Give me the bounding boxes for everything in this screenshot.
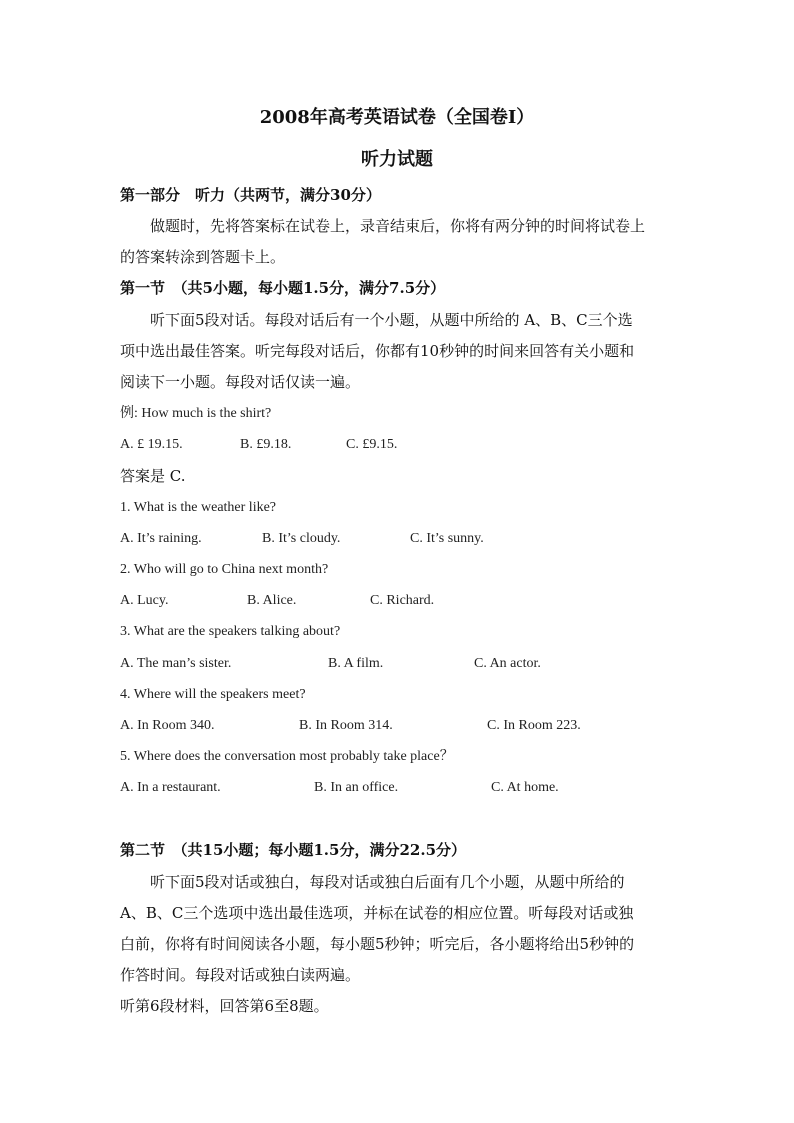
question-4-option-a: A. In Room 340. [120, 718, 215, 733]
question-4-option-c: C. In Room 223. [487, 718, 581, 733]
question-1-option-c: C. It’s sunny. [410, 531, 484, 546]
question-5-option-b: B. In an office. [314, 780, 399, 795]
section1-heading: 第一节 （共5小题，每小题1.5分，满分7.5分） [120, 279, 446, 297]
example-option-a: A. £ 19.15. [120, 437, 183, 452]
part1-instructions-line1: 做题时，先将答案标在试卷上，录音结束后，你将有两分钟的时间将试卷上 [150, 217, 646, 235]
part1-instructions-line2: 的答案转涂到答题卡上。 [120, 248, 286, 266]
question-1-option-b: B. It’s cloudy. [262, 531, 341, 546]
question-1-option-a: A. It’s raining. [120, 531, 202, 546]
question-3: 3. What are the speakers talking about? [120, 624, 341, 639]
section1-instructions-line3: 阅读下一小题。每段对话仅读一遍。 [120, 373, 361, 391]
question-2-option-b: B. Alice. [247, 593, 297, 608]
question-5-option-c: C. At home. [491, 780, 559, 795]
question-4-option-b: B. In Room 314. [299, 718, 393, 733]
question-3-option-b: B. A film. [328, 656, 384, 671]
question-3-option-c: C. An actor. [474, 656, 541, 671]
section2-instructions-line1: 听下面5段对话或独白，每段对话或独白后面有几个小题，从题中所给的 [150, 873, 625, 891]
example-option-b: B. £9.18. [240, 437, 292, 452]
question-4: 4. Where will the speakers meet? [120, 687, 306, 702]
question-1: 1. What is the weather like? [120, 500, 277, 515]
exam-title: 2008年高考英语试卷（全国卷I） [259, 107, 535, 128]
section2-heading: 第二节 （共15小题；每小题1.5分，满分22.5分） [120, 841, 467, 859]
question-5-option-a: A. In a restaurant. [120, 780, 221, 795]
section2-instructions-line3: 白前，你将有时间阅读各小题，每小题5秒钟；听完后，各小题将给出5秒钟的 [120, 935, 635, 953]
part1-heading: 第一部分 听力（共两节，满分30分） [120, 186, 381, 204]
section1-instructions-line2: 项中选出最佳答案。听完每段对话后，你都有10秒钟的时间来回答有关小题和 [120, 342, 635, 360]
question-2-option-a: A. Lucy. [120, 593, 169, 608]
question-3-option-a: A. The man’s sister. [120, 656, 232, 671]
section1-instructions-line1: 听下面5段对话。每段对话后有一个小题，从题中所给的 A、B、C三个选 [150, 311, 633, 329]
section2-instructions-line4: 作答时间。每段对话或独白读两遍。 [120, 966, 361, 984]
example-answer: 答案是 C. [120, 467, 186, 485]
example-option-c: C. £9.15. [346, 437, 398, 452]
example-question: 例: How much is the shirt? [120, 406, 272, 421]
passage-6-note: 听第6段材料，回答第6至8题。 [120, 997, 329, 1015]
question-5: 5. Where does the conversation most probably take place？ [120, 749, 454, 764]
question-2: 2. Who will go to China next month? [120, 562, 329, 577]
question-2-option-c: C. Richard. [370, 593, 435, 608]
section2-instructions-line2: A、B、C三个选项中选出最佳选项，并标在试卷的相应位置。听每段对话或独 [120, 904, 634, 922]
exam-subtitle: 听力试题 [361, 149, 433, 170]
